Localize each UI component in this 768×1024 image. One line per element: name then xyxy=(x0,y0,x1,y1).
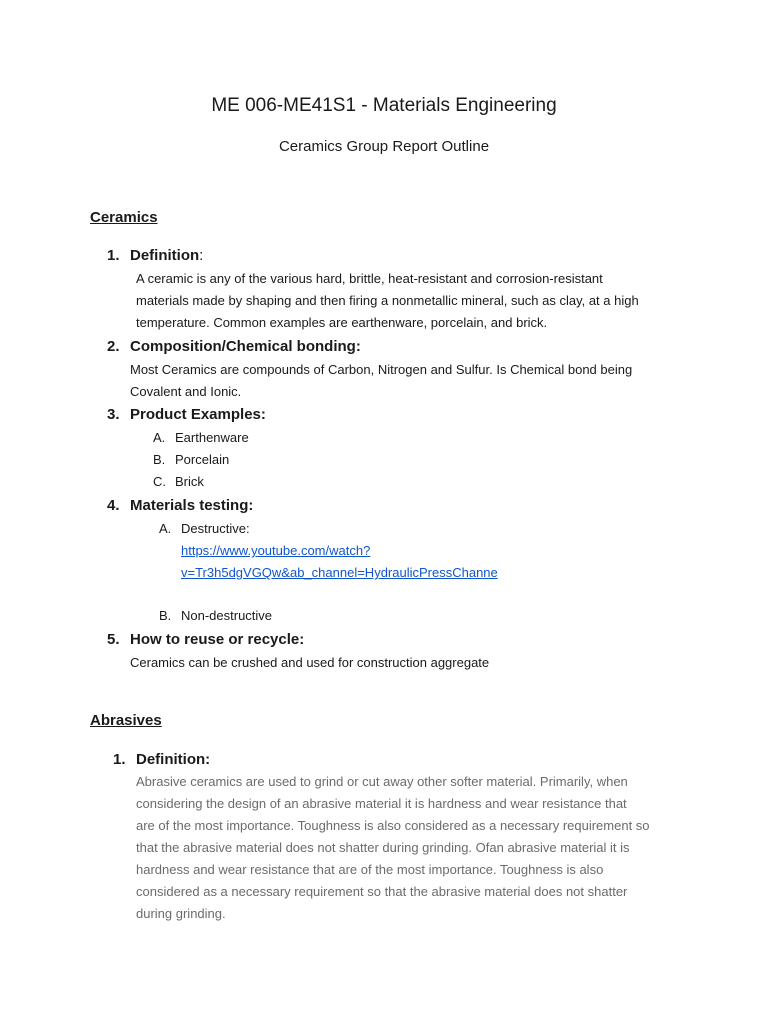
ceramics-item-product-examples xyxy=(107,405,266,425)
sub-item-letter: B. xyxy=(153,452,166,467)
item-label: Definition: xyxy=(136,751,211,768)
sub-item-text: Non-destructive xyxy=(181,608,273,623)
sub-item-text: Brick xyxy=(175,474,204,489)
sub-item-letter: A. xyxy=(159,521,172,536)
sub-item-brick xyxy=(153,471,204,493)
sub-item-earthenware xyxy=(153,427,249,449)
text-line: Ceramics can be crushed and used for construction aggregate xyxy=(130,655,490,670)
item-number: 5. xyxy=(107,631,120,648)
text-line: temperature. Common examples are earthenware, porcelain, and brick. xyxy=(136,315,548,330)
text-line: considered as a necessary requirement so that the abrasive material does not shatter xyxy=(136,884,628,899)
item-number: 2. xyxy=(107,338,120,355)
ceramics-item-reuse-recycle xyxy=(107,630,304,650)
abrasives-item-definition xyxy=(113,750,210,770)
item-label: Materials testing: xyxy=(130,497,254,514)
item-number: 4. xyxy=(107,497,120,514)
document-subtitle: Ceramics Group Report Outline xyxy=(278,138,490,155)
document-title: ME 006-ME41S1 - Materials Engineering xyxy=(211,95,557,116)
ceramics-reuse-text xyxy=(130,652,489,674)
item-number: 1. xyxy=(113,751,126,768)
text-line: Covalent and Ionic. xyxy=(130,384,242,399)
ceramics-item-materials-testing xyxy=(107,496,253,516)
link-line[interactable]: v=Tr3h5dgVGQw&ab_channel=HydraulicPressChanne xyxy=(181,565,498,580)
text-line: materials made by shaping and then firing a nonmetallic mineral, such as clay, at a high xyxy=(136,293,639,308)
item-number: 1. xyxy=(107,247,120,264)
sub-item-text: Porcelain xyxy=(175,452,230,467)
item-label: Definition xyxy=(130,247,200,264)
abrasives-definition-text xyxy=(136,771,650,925)
link-line[interactable]: https://www.youtube.com/watch? xyxy=(181,543,371,558)
sub-item-text: Destructive: xyxy=(181,521,250,536)
ceramics-definition-text xyxy=(136,268,639,334)
item-number: 3. xyxy=(107,406,120,423)
section-heading-abrasives: Abrasives xyxy=(90,712,162,729)
sub-item-porcelain xyxy=(153,449,229,471)
item-label: Composition/Chemical bonding: xyxy=(130,338,361,355)
text-line: Abrasive ceramics are used to grind or cut away other softer material. Primarily, when xyxy=(136,774,628,789)
ceramics-item-definition xyxy=(107,246,203,266)
sub-item-destructive xyxy=(159,518,250,540)
text-line: hardness and wear resistance that are of the most importance. Toughness is also xyxy=(136,862,604,877)
sub-item-letter: B. xyxy=(159,608,172,623)
sub-item-text: Earthenware xyxy=(175,430,249,445)
sub-item-letter: C. xyxy=(153,474,166,489)
sub-item-non-destructive xyxy=(159,605,272,627)
ceramics-item-composition xyxy=(107,337,361,357)
destructive-test-video-link[interactable] xyxy=(181,540,498,584)
text-line: Most Ceramics are compounds of Carbon, Nitrogen and Sulfur. Is Chemical bond being xyxy=(130,362,633,377)
ceramics-composition-text xyxy=(130,359,632,403)
text-line: during grinding. xyxy=(136,906,226,921)
item-label: Product Examples: xyxy=(130,406,266,423)
sub-item-letter: A. xyxy=(153,430,166,445)
item-label-suffix: : xyxy=(199,247,204,264)
text-line: are of the most importance. Toughness is also considered as a necessary requirement so xyxy=(136,818,650,833)
text-line: A ceramic is any of the various hard, brittle, heat-resistant and corrosion-resistant xyxy=(136,271,603,286)
text-line: that the abrasive material does not shatter during grinding. Ofan abrasive material it is xyxy=(136,840,630,855)
text-line: considering the design of an abrasive material it is hardness and wear resistance that xyxy=(136,796,627,811)
item-label: How to reuse or recycle: xyxy=(130,631,305,648)
section-heading-ceramics: Ceramics xyxy=(90,209,158,226)
